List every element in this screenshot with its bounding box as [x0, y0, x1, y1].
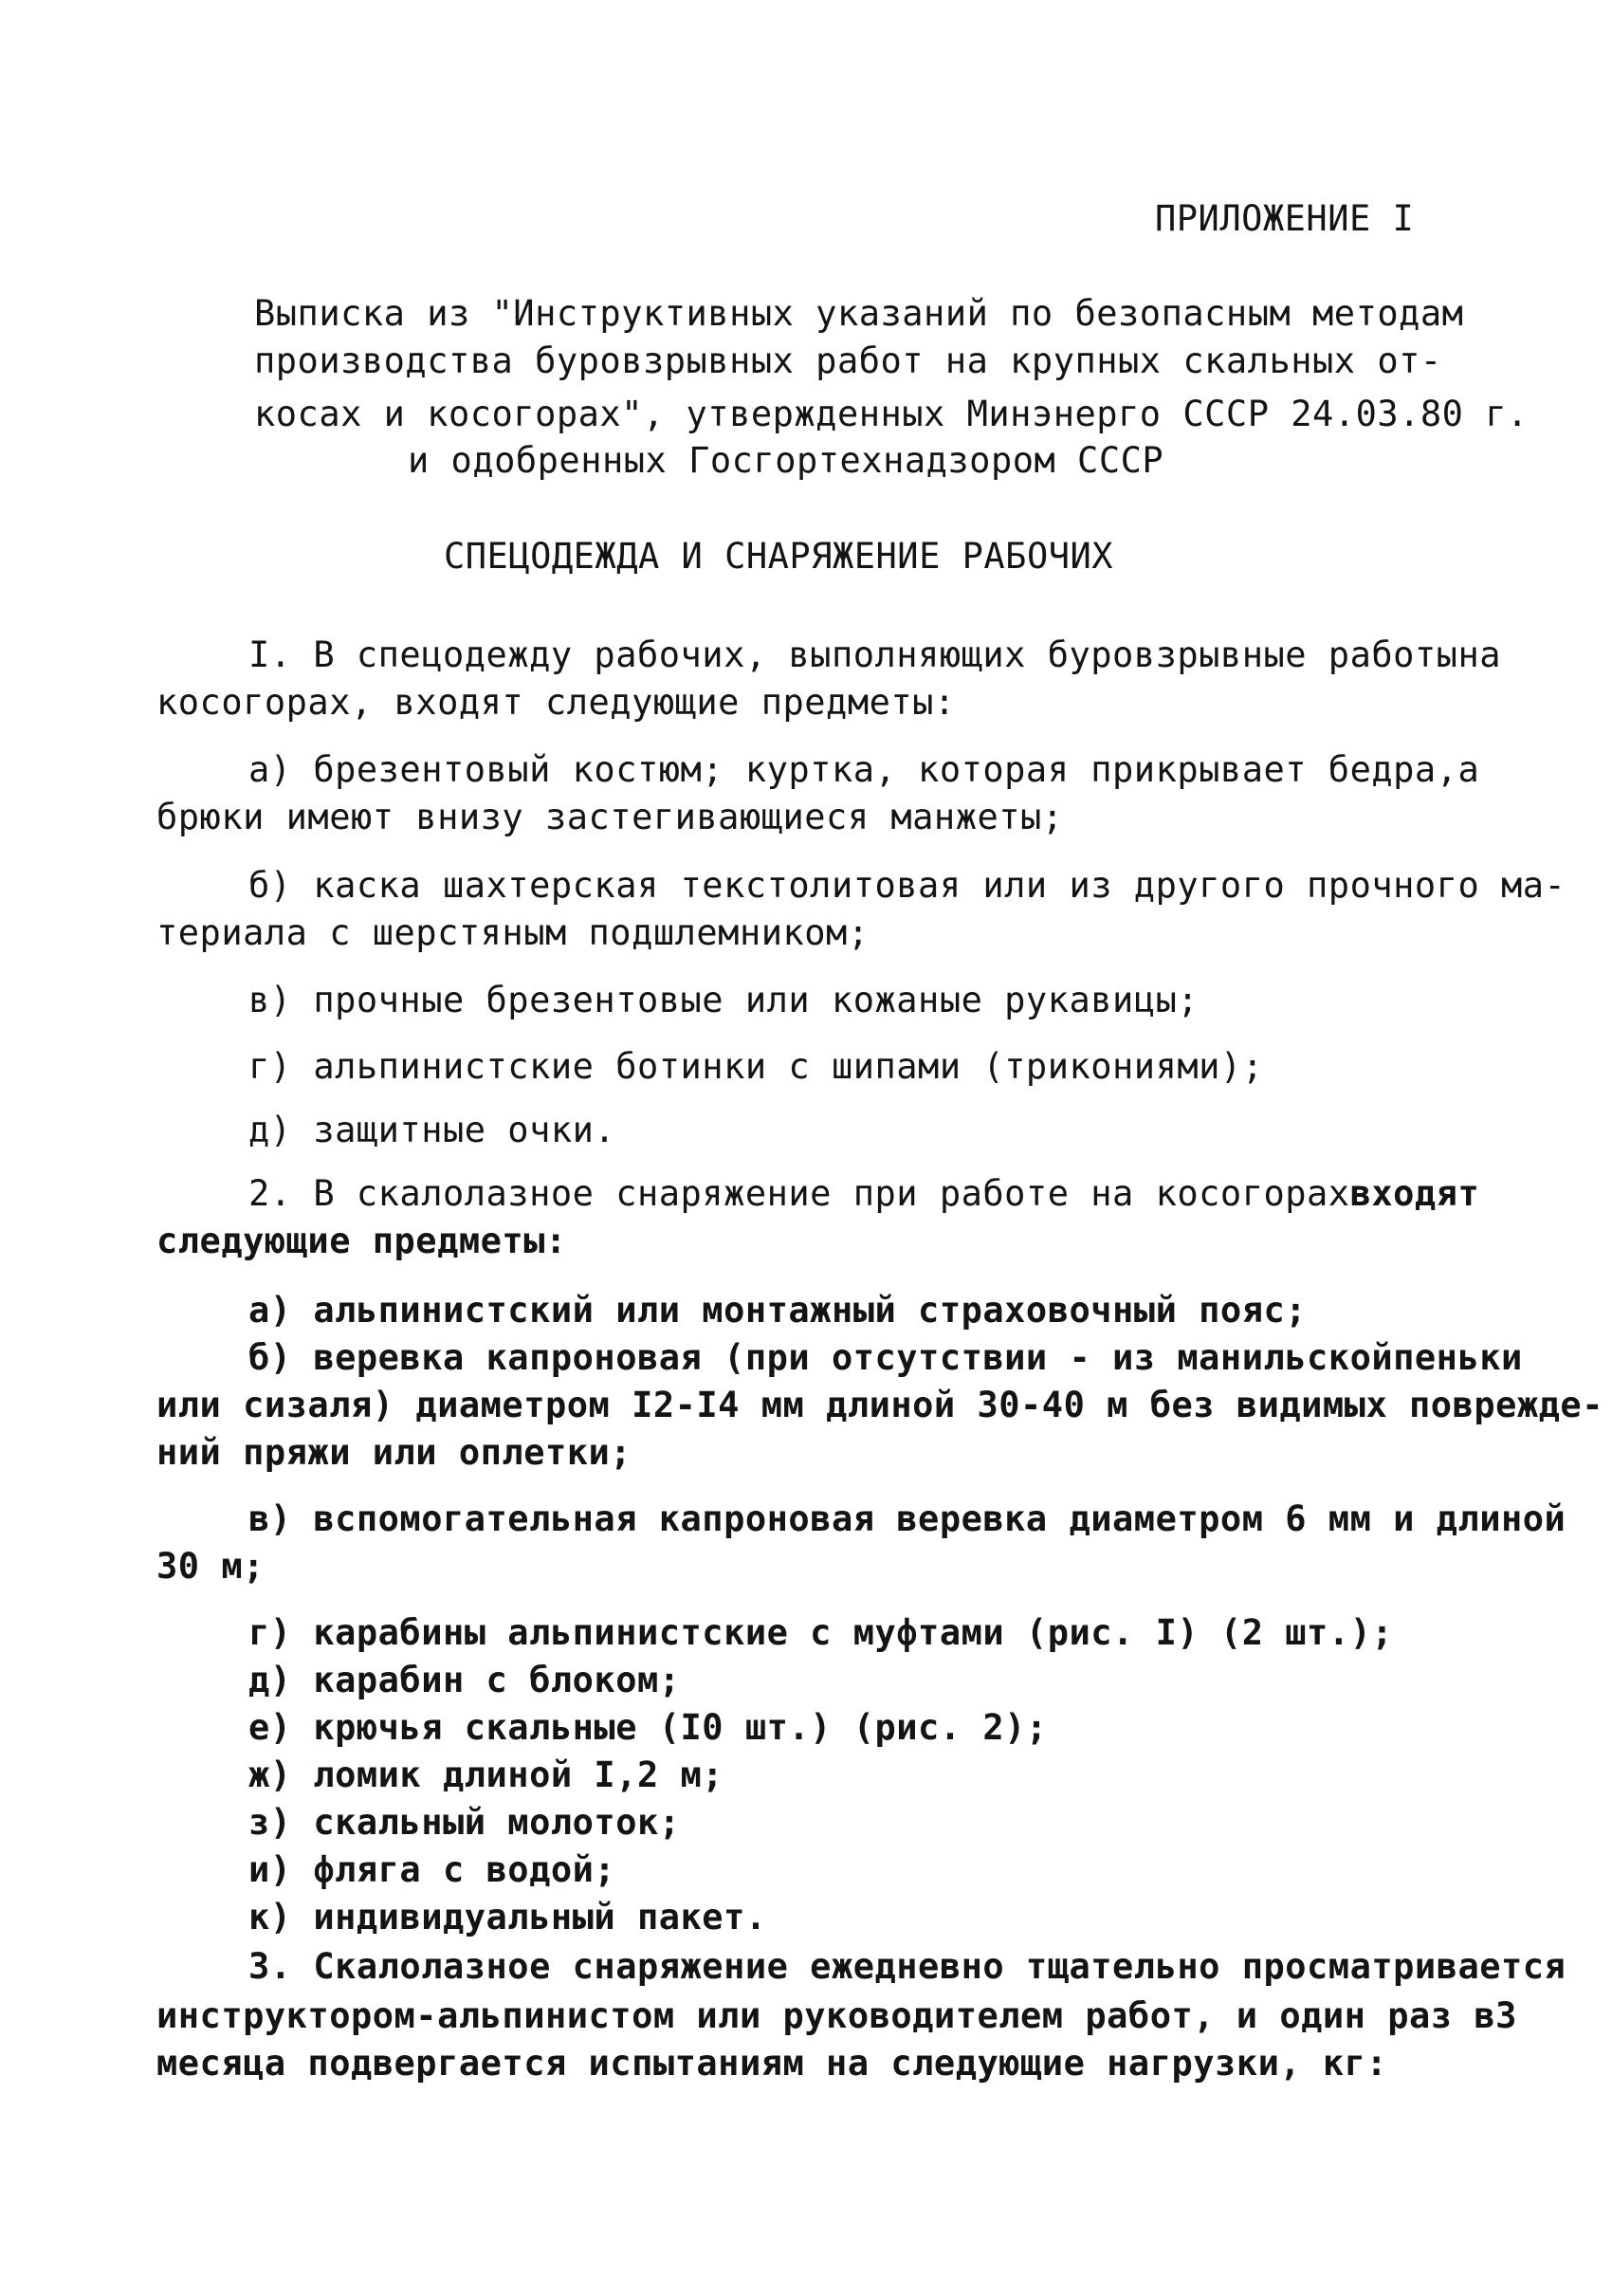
intro-line-1: Выписка из "Инструктивных указаний по безопасным методам [254, 293, 1464, 334]
p1-line-2: косогорах, входят следующие предметы: [156, 682, 956, 723]
p2-item-i: и) фляга с водой; [248, 1849, 616, 1890]
intro-line-2: производства буровзрывных работ на крупных скальных от- [254, 340, 1442, 381]
p2-item-zh: ж) ломик длиной I,2 м; [248, 1754, 724, 1795]
p1-line-1-right: на [1457, 634, 1502, 675]
p3-line-3: месяца подвергается испытаниям на следующие нагрузки, кг: [156, 2043, 1388, 2084]
p1-item-a-left: а) брезентовый костюм; куртка, которая прикрывает бедра, [248, 749, 1458, 790]
p1-item-a-cont: брюки имеют внизу застегивающиеся манжеты; [156, 797, 1064, 837]
p3-line-2-left: инструктором-альпинистом или руководителем работ, и один раз в [156, 1995, 1496, 2036]
p3-line-2-right: 3 [1495, 1995, 1517, 2036]
p1-item-a [248, 749, 1480, 790]
p2-item-g: г) карабины альпинистские с муфтами (рис. I) (2 шт.); [248, 1612, 1394, 1653]
p2-item-b-right: пеньки [1393, 1337, 1523, 1378]
p2-line-1 [248, 1173, 1480, 1214]
section-title: СПЕЦОДЕЖДА И СНАРЯЖЕНИЕ РАБОЧИХ [444, 536, 1114, 577]
intro-line-3: косах и косогорах", утвержденных Минэнерго СССР 24.03.80 г. [254, 394, 1529, 434]
p1-item-d: д) защитные очки. [248, 1110, 616, 1150]
p1-line-1 [248, 634, 1502, 675]
p2-item-b [248, 1337, 1523, 1378]
p1-item-v: в) прочные брезентовые или кожаные рукавицы; [248, 980, 1200, 1020]
p2-item-b-cont-2: ний пряжи или оплетки; [156, 1432, 632, 1473]
p3-line-2 [156, 1995, 1517, 2036]
appendix-title: ПРИЛОЖЕНИЕ I [1155, 198, 1415, 239]
p2-item-z: з) скальный молоток; [248, 1802, 681, 1843]
p2-line-2: следующие предметы: [156, 1221, 567, 1261]
p1-item-b: б) каска шахтерская текстолитовая или из другого прочного ма- [248, 865, 1566, 906]
p3-line-1: 3. Скалолазное снаряжение ежедневно тщательно просматривается [248, 1946, 1566, 1987]
p2-item-b-left: б) веревка капроновая (при отсутствии - из манильской [248, 1337, 1394, 1378]
p2-item-k: к) индивидуальный пакет. [248, 1897, 767, 1938]
p2-item-v: в) вспомогательная капроновая веревка диаметром 6 мм и длиной [248, 1498, 1566, 1539]
p2-item-e: е) крючья скальные (I0 шт.) (рис. 2); [248, 1707, 1048, 1748]
p1-item-a-right: а [1457, 749, 1480, 790]
p1-item-b-cont: териала с шерстяным подшлемником; [156, 912, 870, 953]
p1-item-g: г) альпинистские ботинки с шипами (трикониями); [248, 1046, 1264, 1087]
p2-line-1-right: входят [1349, 1173, 1480, 1214]
p2-item-a: а) альпинистский или монтажный страховочный пояс; [248, 1290, 1308, 1331]
p2-item-v-cont: 30 м; [156, 1546, 265, 1587]
p2-item-d: д) карабин с блоком; [248, 1660, 681, 1700]
p2-item-b-cont-1: или сизаля) диаметром I2-I4 мм длиной 30-40 м без видимых поврежде- [156, 1385, 1603, 1425]
p1-line-1-left: I. В спецодежду рабочих, выполняющих буровзрывные работы [248, 634, 1458, 675]
intro-line-4: и одобренных Госгортехнадзором СССР [408, 440, 1164, 481]
p2-line-1-left: 2. В скалолазное снаряжение при работе на косогорах [248, 1173, 1350, 1214]
